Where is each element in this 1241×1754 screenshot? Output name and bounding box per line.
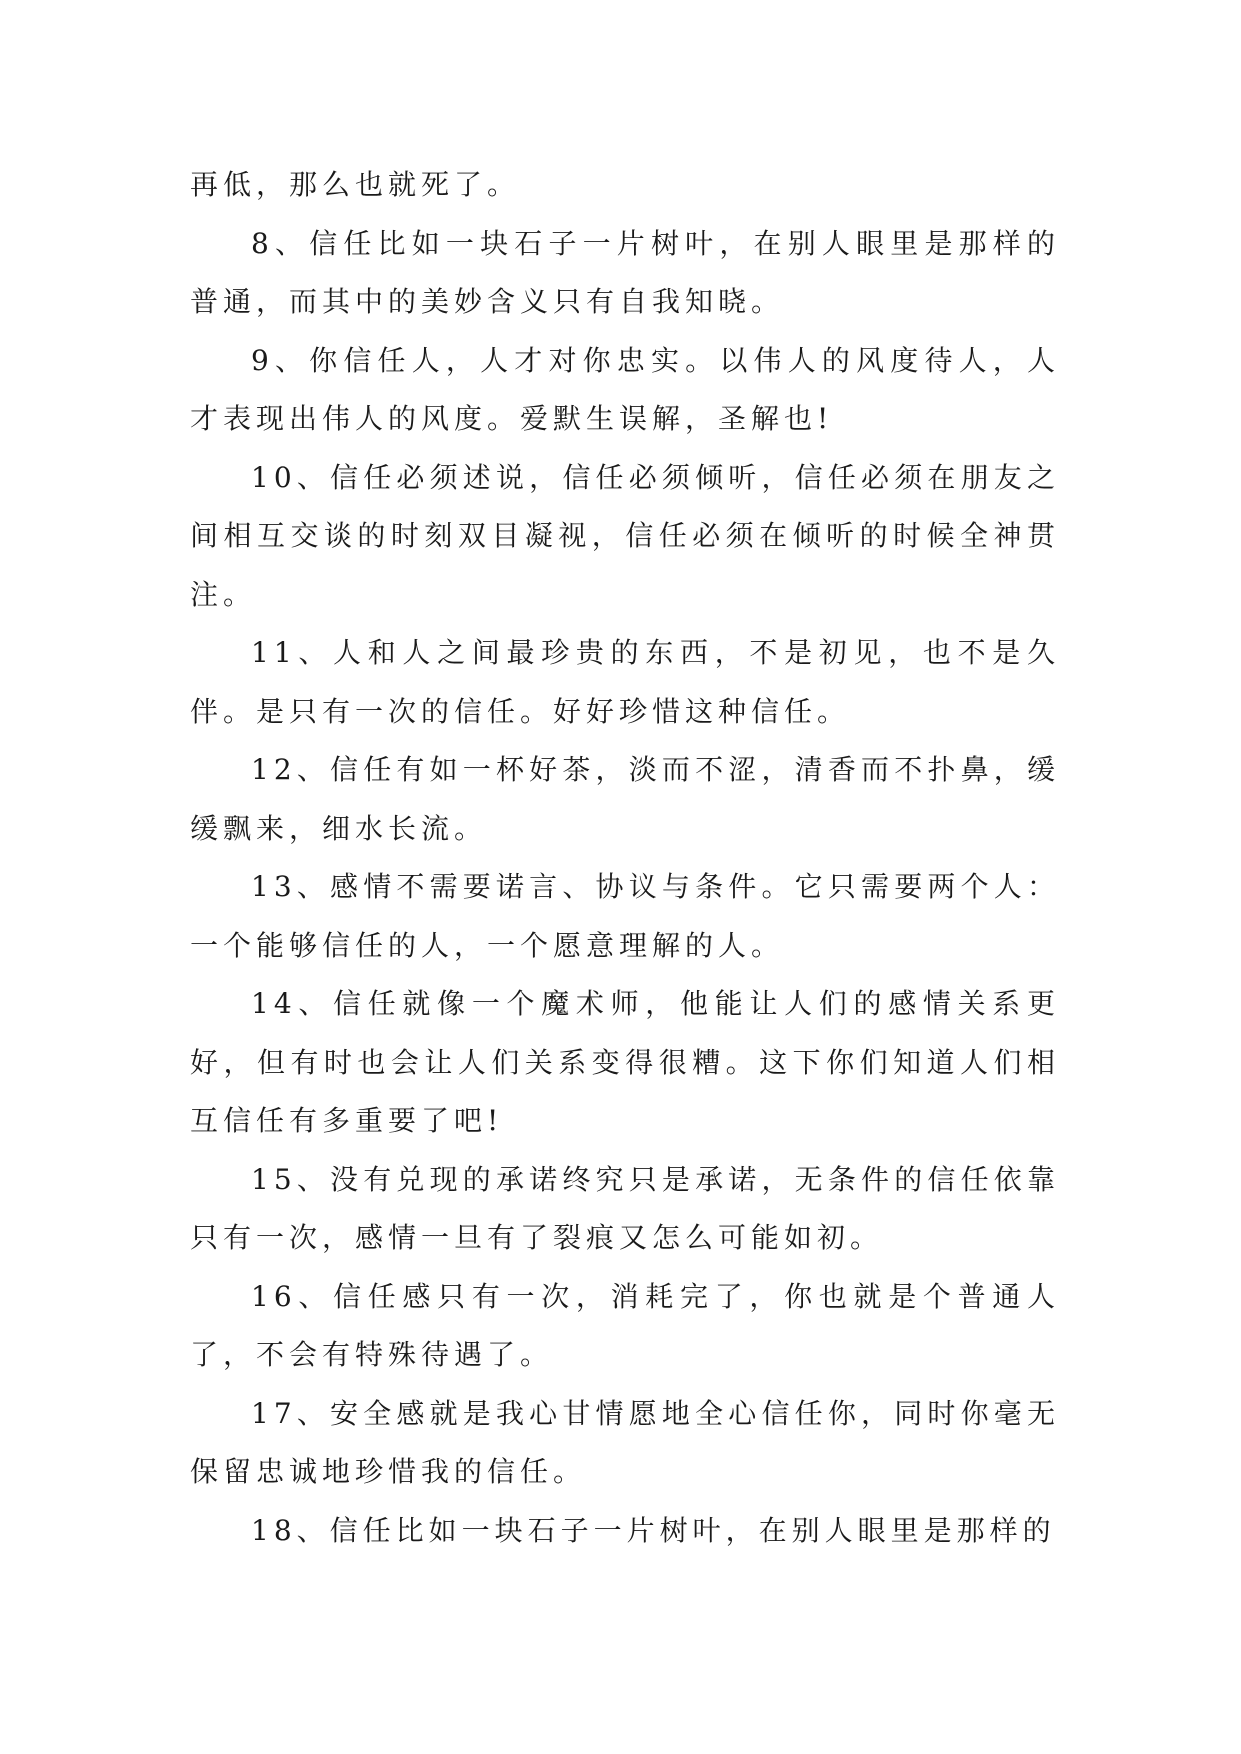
document-body	[190, 156, 1060, 1560]
paragraph-15: 15、没有兑现的承诺终究只是承诺，无条件的信任依靠只有一次，感情一旦有了裂痕又怎么可能如初。	[190, 1162, 1060, 1254]
paragraph-10: 10、信任必须述说，信任必须倾听，信任必须在朋友之间相互交谈的时刻双目凝视，信任必须在倾听的时候全神贯注。	[190, 460, 1060, 611]
paragraph-12: 12、信任有如一杯好茶，淡而不涩，清香而不扑鼻，缓缓飘来，细水长流。	[190, 753, 1060, 845]
paragraph-9: 9、你信任人，人才对你忠实。以伟人的风度待人，人才表现出伟人的风度。爱默生误解，圣解也!	[190, 343, 1060, 435]
paragraph-18: 18、信任比如一块石子一片树叶，在别人眼里是那样的	[251, 1513, 1056, 1547]
paragraph-17: 17、安全感就是我心甘情愿地全心信任你，同时你毫无保留忠诚地珍惜我的信任。	[190, 1396, 1060, 1488]
paragraph-continued: 再低，那么也就死了。	[190, 168, 521, 201]
paragraph-14: 14、信任就像一个魔术师，他能让人们的感情关系更好，但有时也会让人们关系变得很糟。这下你们知道人们相互信任有多重要了吧!	[190, 987, 1060, 1137]
paragraph-11: 11、人和人之间最珍贵的东西，不是初见，也不是久伴。是只有一次的信任。好好珍惜这种信任。	[190, 636, 1060, 728]
paragraph-16: 16、信任感只有一次，消耗完了，你也就是个普通人了，不会有特殊待遇了。	[190, 1279, 1060, 1371]
paragraph-13: 13、感情不需要诺言、协议与条件。它只需要两个人：一个能够信任的人，一个愿意理解的人。	[190, 870, 1060, 962]
paragraph-8: 8、信任比如一块石子一片树叶，在别人眼里是那样的普通，而其中的美妙含义只有自我知晓。	[190, 226, 1060, 318]
